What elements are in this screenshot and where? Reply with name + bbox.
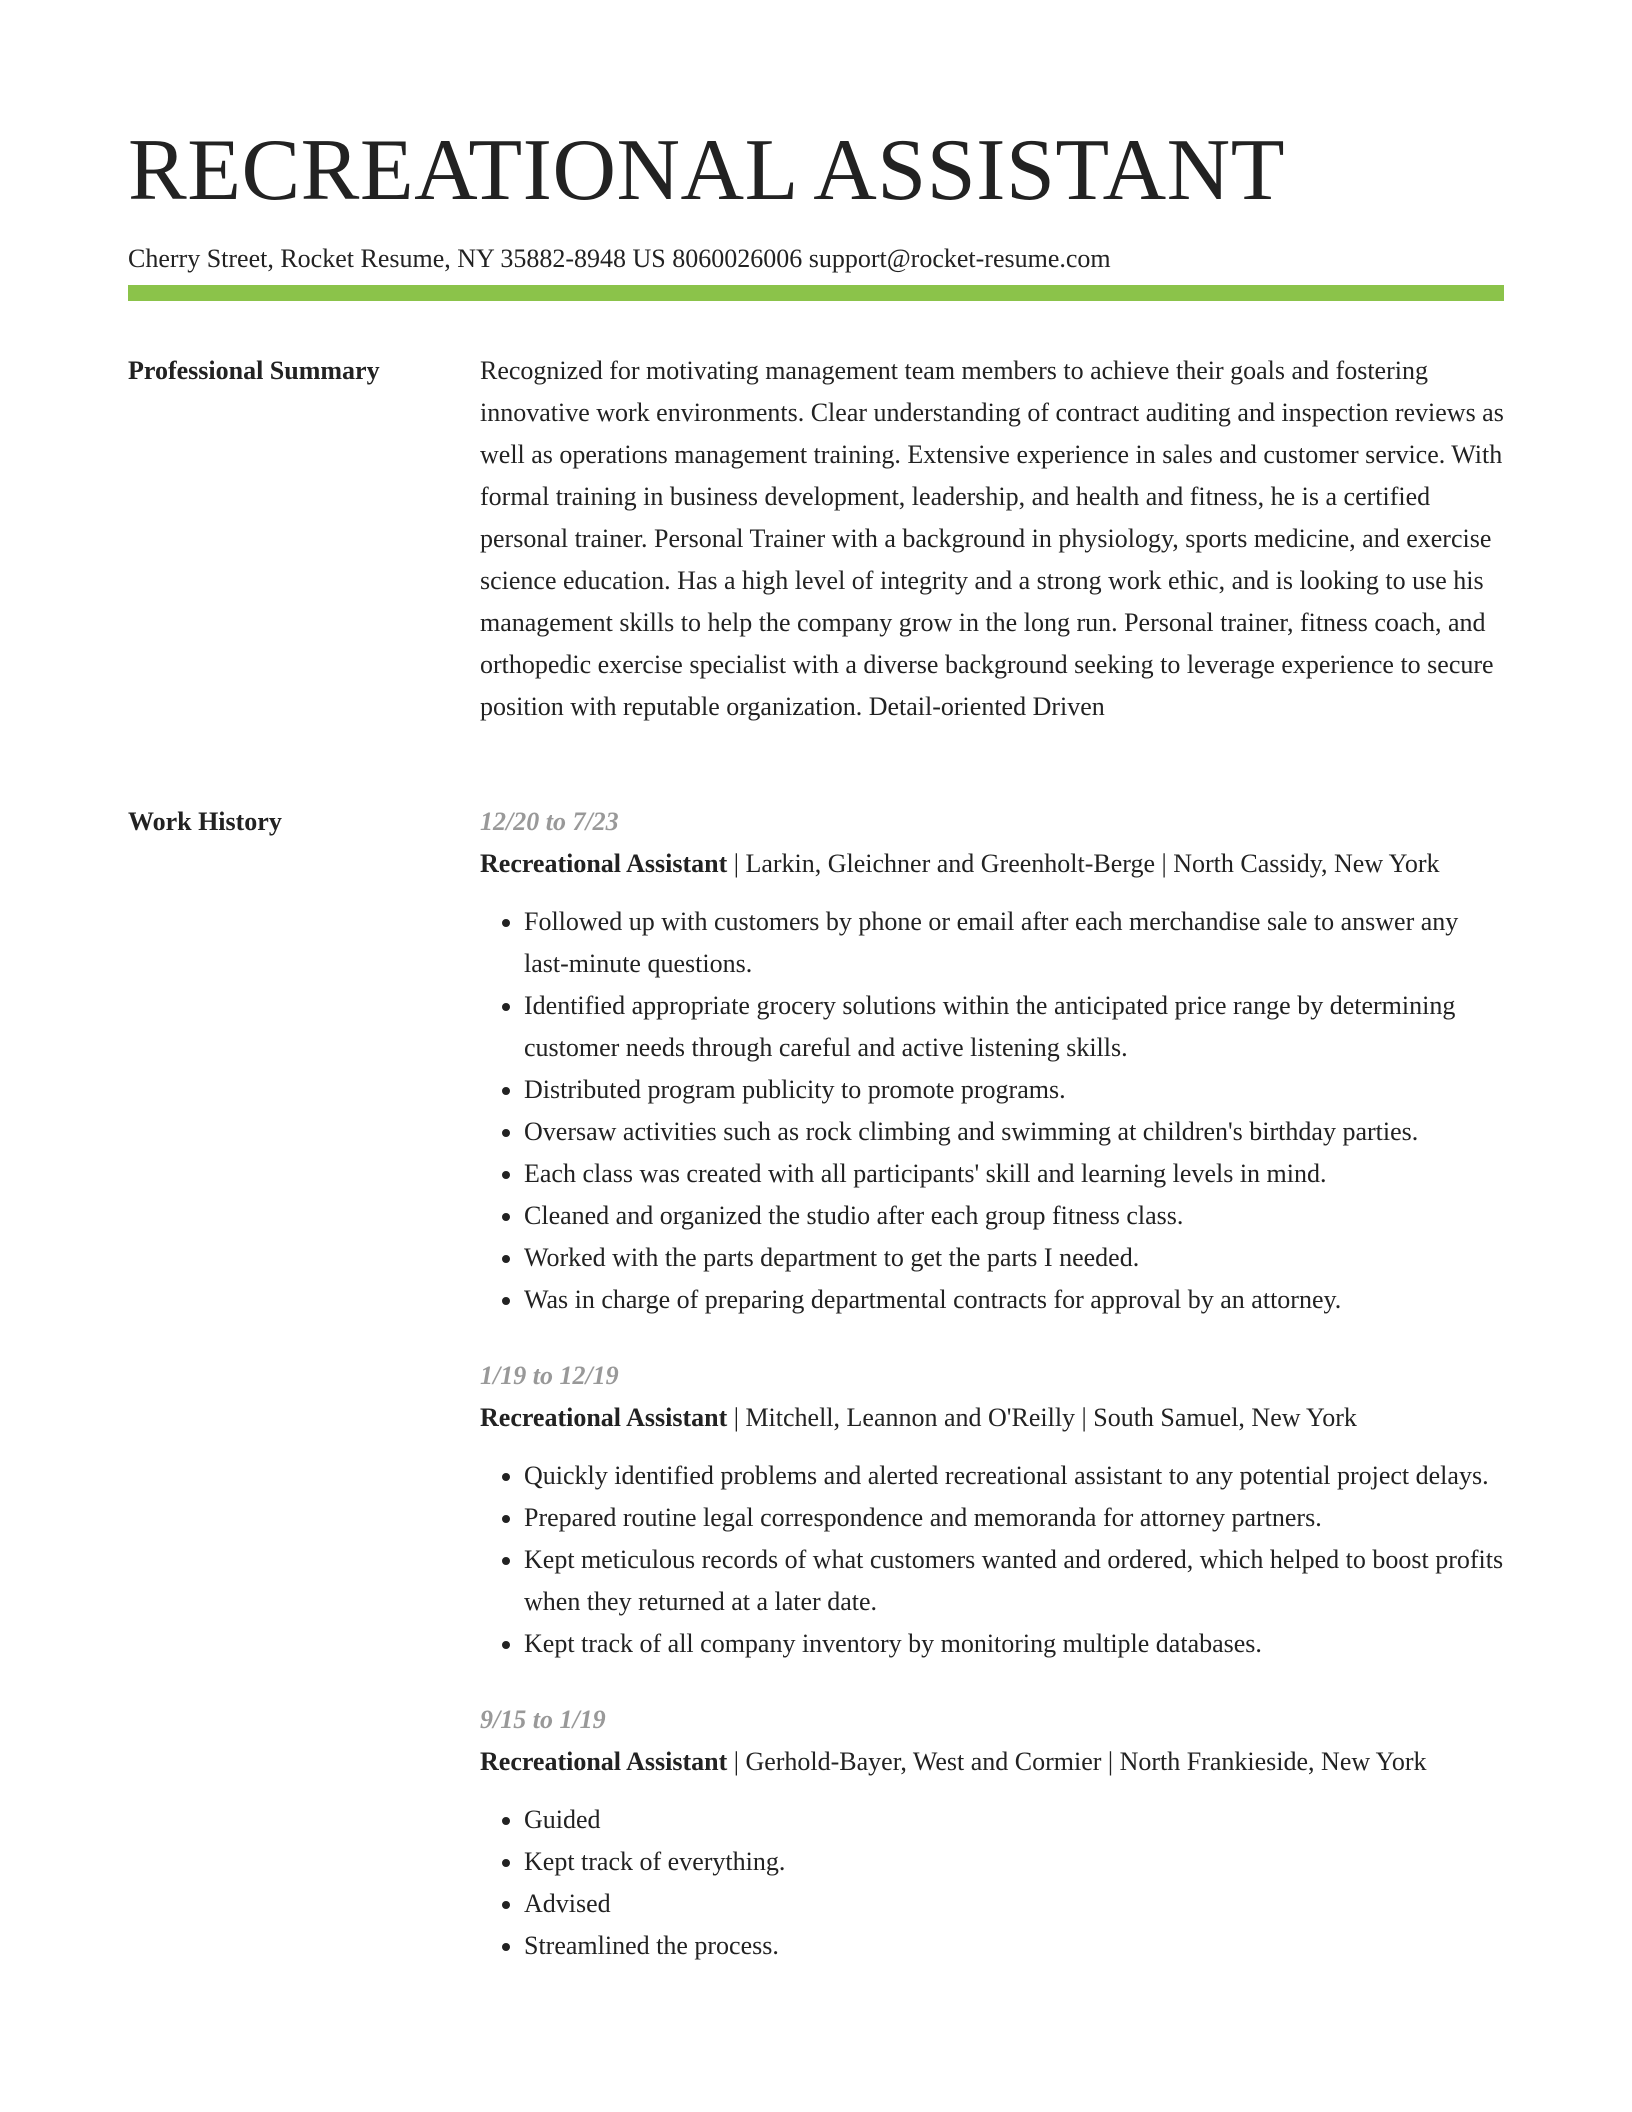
job-bullet: • Prepared routine legal correspondence and memoranda for attorney partners.	[524, 1497, 1504, 1539]
work-history-body	[480, 801, 1504, 2001]
job-bullet: • Distributed program publicity to promote programs.	[524, 1069, 1504, 1111]
job-dates: 1/19 to 12/19	[480, 1361, 619, 1390]
job-role-line	[480, 1741, 1504, 1783]
section-heading-summary: Professional Summary	[128, 356, 380, 385]
summary-body	[480, 350, 1504, 728]
job-bullet: • Worked with the parts department to get the parts I needed.	[524, 1237, 1504, 1279]
job-dates: 9/15 to 1/19	[480, 1705, 606, 1734]
job-bullet: • Quickly identified problems and alerted recreational assistant to any potential project delays.	[524, 1455, 1504, 1497]
resume-header	[128, 118, 1504, 276]
job-bullet: • Was in charge of preparing departmental contracts for approval by an attorney.	[524, 1279, 1504, 1321]
job-bullet: • Identified appropriate grocery solutions within the anticipated price range by determining customer needs through careful and active listening skills.	[524, 985, 1504, 1069]
job-bullet: • Streamlined the process.	[524, 1925, 1504, 1967]
summary-text: Recognized for motivating management team members to achieve their goals and fostering innovative work environments. Clear understanding of contract auditing and inspection reviews as well as operations management training. Extensive experience in sales and customer service. With formal training in business development, leadership, and health and fitness, he is a certified personal trainer. Personal Trainer with a background in physiology, sports medicine, and exercise science education. Has a high level of integrity and a strong work ethic, and is looking to use his management skills to help the company grow in the long run. Personal trainer, fitness coach, and orthopedic exercise specialist with a diverse background seeking to leverage experience to secure position with reputable organization. Detail-oriented Driven	[480, 356, 1504, 721]
job-title: Recreational Assistant	[480, 1747, 728, 1776]
job-bullet: • Cleaned and organized the studio after each group fitness class.	[524, 1195, 1504, 1237]
job-title: Recreational Assistant	[480, 849, 728, 878]
job-bullet: • Guided	[524, 1799, 1504, 1841]
candidate-name: RECREATIONAL ASSISTANT	[128, 122, 1285, 219]
job-entry	[480, 1355, 1504, 1665]
job-bullet: • Kept meticulous records of what customers wanted and ordered, which helped to boost profits when they returned at a later date.	[524, 1539, 1504, 1623]
job-bullet: • Oversaw activities such as rock climbing and swimming at children's birthday parties.	[524, 1111, 1504, 1153]
accent-divider	[128, 285, 1504, 301]
job-role-line	[480, 1397, 1504, 1439]
job-bullet-list	[480, 901, 1504, 1321]
job-bullet-list	[480, 1455, 1504, 1665]
job-bullet: • Advised	[524, 1883, 1504, 1925]
job-title: Recreational Assistant	[480, 1403, 728, 1432]
contact-info: Cherry Street, Rocket Resume, NY 35882-8948 US 8060026006 support@rocket-resume.com	[128, 244, 1111, 273]
job-bullet-list	[480, 1799, 1504, 1967]
job-dates: 12/20 to 7/23	[480, 807, 619, 836]
job-role-line	[480, 843, 1504, 885]
job-employer-location: | Mitchell, Leannon and O'Reilly | South Samuel, New York	[727, 1403, 1357, 1432]
job-bullet: • Kept track of all company inventory by monitoring multiple databases.	[524, 1623, 1504, 1665]
job-employer-location: | Gerhold-Bayer, West and Cormier | North Frankieside, New York	[727, 1747, 1427, 1776]
job-entry	[480, 801, 1504, 1321]
job-bullet: • Each class was created with all participants' skill and learning levels in mind.	[524, 1153, 1504, 1195]
job-bullet: • Followed up with customers by phone or email after each merchandise sale to answer any last-minute questions.	[524, 901, 1504, 985]
section-heading-work-history: Work History	[128, 807, 282, 836]
job-entry	[480, 1699, 1504, 1967]
job-employer-location: | Larkin, Gleichner and Greenholt-Berge | North Cassidy, New York	[727, 849, 1440, 878]
job-bullet: • Kept track of everything.	[524, 1841, 1504, 1883]
